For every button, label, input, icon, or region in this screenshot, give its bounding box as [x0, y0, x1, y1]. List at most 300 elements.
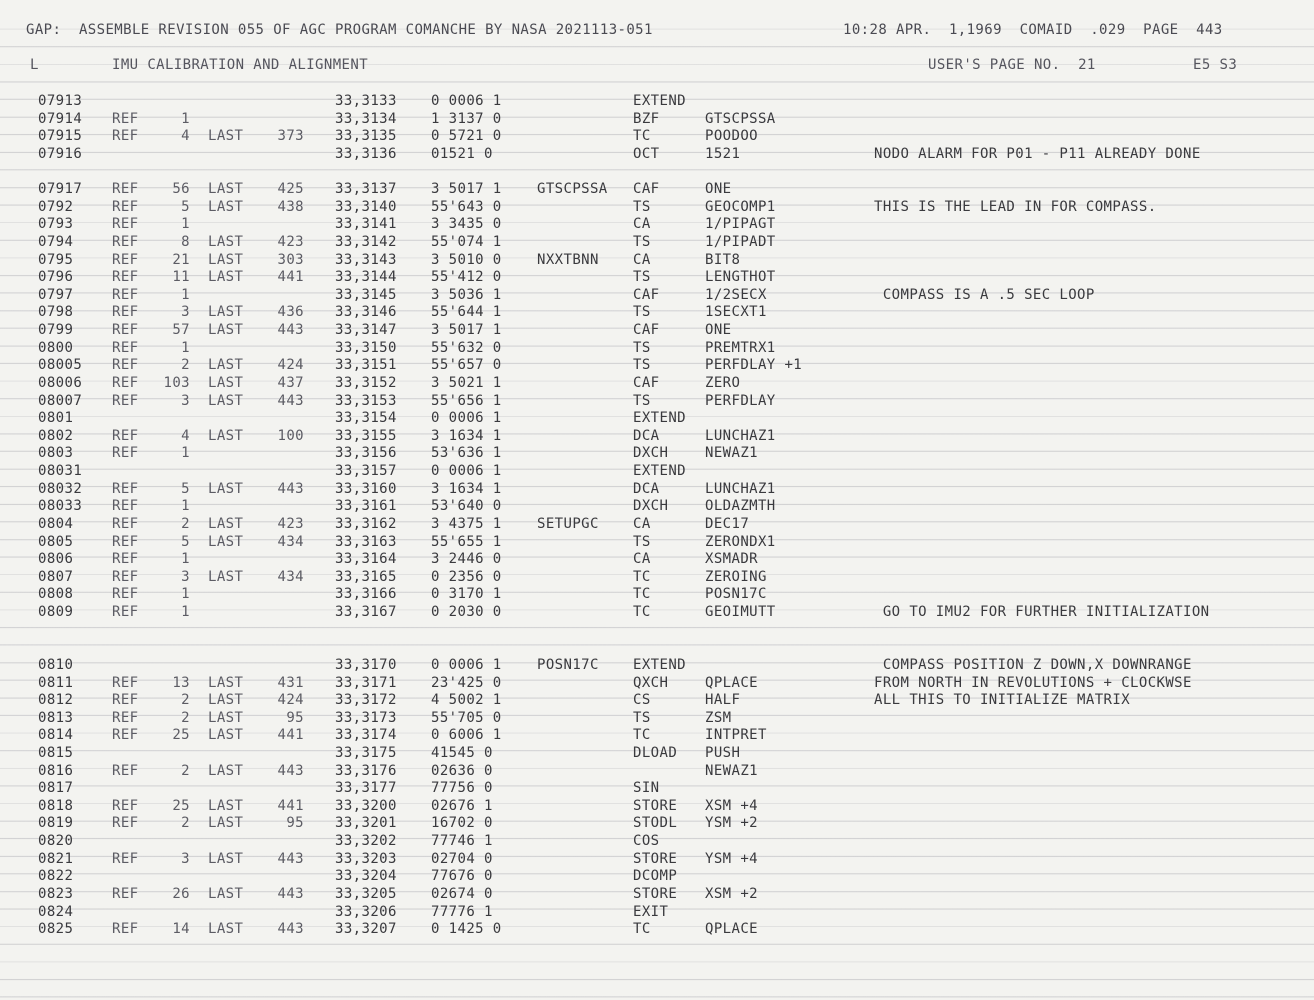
listing-row	[0, 746, 1314, 763]
listing-row	[0, 394, 1314, 411]
cell-lastn: 443	[277, 885, 304, 902]
cell-last: LAST	[208, 885, 244, 902]
cell-arg: LUNCHAZ1	[705, 480, 776, 497]
cell-addr: 33,3135	[335, 128, 397, 145]
cell-word: 0 2356 0	[431, 568, 502, 585]
cell-arg: ZERONDX1	[705, 533, 776, 550]
cell-word: 1 3137 0	[431, 110, 502, 127]
cell-line: 0795	[38, 251, 74, 268]
cell-last: LAST	[208, 692, 244, 709]
cell-op: TS	[633, 392, 651, 409]
cell-addr: 33,3205	[335, 885, 397, 902]
cell-addr: 33,3206	[335, 903, 397, 920]
cell-lastn: 423	[277, 234, 304, 250]
cell-addr: 33,3150	[335, 339, 397, 356]
cell-op: STORE	[633, 850, 678, 867]
cell-arg: PERFDLAY +1	[705, 357, 803, 374]
cell-ref: REF	[112, 269, 139, 286]
cell-last: LAST	[208, 374, 244, 391]
cell-ref: REF	[112, 498, 139, 515]
cell-line: 0809	[38, 604, 74, 620]
listing-row	[0, 147, 1314, 164]
listing-row	[0, 605, 1314, 622]
cell-ref: REF	[112, 374, 139, 391]
cell-ref: REF	[112, 815, 139, 832]
cell-op: DCA	[633, 427, 660, 444]
cell-op: TS	[633, 709, 651, 726]
cell-ref: REF	[112, 727, 139, 744]
cell-ref: REF	[112, 251, 139, 268]
cell-line: 08031	[38, 463, 83, 479]
cell-addr: 33,3161	[335, 498, 397, 515]
cell-addr: 33,3154	[335, 410, 397, 427]
cell-op: EXIT	[633, 903, 669, 920]
listing-row	[0, 305, 1314, 322]
cell-ref: REF	[112, 797, 139, 814]
cell-lastn: 437	[277, 374, 304, 391]
cell-ref: REF	[112, 128, 139, 145]
cell-addr: 33,3156	[335, 445, 397, 462]
cell-lastn: 441	[277, 727, 304, 744]
cell-ref: REF	[112, 357, 139, 374]
cell-op: TC	[633, 727, 651, 744]
listing-row	[0, 499, 1314, 516]
cell-lastn: 443	[277, 480, 304, 497]
cell-op: TS	[633, 234, 651, 250]
cell-arg: INTPRET	[705, 727, 767, 744]
cell-op: DXCH	[633, 445, 669, 462]
cell-word: 55'657 0	[431, 357, 502, 374]
cell-ref: REF	[112, 533, 139, 550]
cell-ref: REF	[112, 921, 139, 938]
cell-ref: REF	[112, 304, 139, 321]
cell-last: LAST	[208, 797, 244, 814]
cell-arg: XSM +2	[705, 885, 758, 902]
cell-op: TC	[633, 586, 651, 603]
cell-refn: 14	[172, 921, 190, 938]
listing-row	[0, 341, 1314, 358]
cell-op: CAF	[633, 374, 660, 391]
cell-op: CA	[633, 251, 651, 268]
cell-addr: 33,3207	[335, 921, 397, 938]
cell-refn: 1	[181, 110, 190, 127]
cell-last: LAST	[208, 251, 244, 268]
cell-addr: 33,3200	[335, 797, 397, 814]
cell-word: 55'705 0	[431, 709, 502, 726]
cell-ref: REF	[112, 762, 139, 779]
cell-arg: GEOCOMP1	[705, 198, 776, 215]
cell-op: CAF	[633, 181, 660, 198]
cell-refn: 13	[172, 674, 190, 691]
cell-refn: 2	[181, 357, 190, 374]
cell-arg: PUSH	[705, 744, 741, 761]
cell-op: EXTEND	[633, 410, 686, 427]
cell-op: EXTEND	[633, 93, 686, 109]
listing-row	[0, 464, 1314, 481]
cell-lastn: 431	[277, 674, 304, 691]
cell-addr: 33,3151	[335, 357, 397, 374]
cell-line: 0820	[38, 833, 74, 849]
cell-addr: 33,3164	[335, 551, 397, 568]
cell-arg: PERFDLAY	[705, 392, 776, 409]
cell-arg: DEC17	[705, 515, 750, 532]
cell-arg: ZERO	[705, 374, 741, 391]
cell-ref: REF	[112, 339, 139, 356]
cell-line: 08005	[38, 357, 83, 374]
listing-row	[0, 834, 1314, 851]
cell-refn: 56	[172, 181, 190, 198]
cell-last: LAST	[208, 322, 244, 339]
cell-word: 3 3435 0	[431, 216, 502, 233]
cell-op: TS	[633, 198, 651, 215]
cell-op: TS	[633, 269, 651, 286]
cell-lastn: 100	[277, 427, 304, 444]
cell-last: LAST	[208, 269, 244, 286]
cell-addr: 33,3134	[335, 110, 397, 127]
cell-line: 0818	[38, 797, 74, 814]
cell-refn: 1	[181, 286, 190, 303]
cell-word: 0 6006 1	[431, 727, 502, 744]
cell-addr: 33,3204	[335, 868, 397, 885]
cell-line: 08032	[38, 480, 83, 497]
cell-line: 0797	[38, 286, 74, 303]
cell-addr: 33,3137	[335, 181, 397, 198]
cell-ref: REF	[112, 234, 139, 250]
cell-op: TC	[633, 568, 651, 585]
cell-word: 0 2030 0	[431, 604, 502, 620]
cell-line: 0822	[38, 868, 74, 885]
cell-word: 0 0006 1	[431, 656, 502, 673]
cell-addr: 33,3165	[335, 568, 397, 585]
cell-word: 0 5721 0	[431, 128, 502, 145]
cell-cmt: ALL THIS TO INITIALIZE MATRIX	[874, 692, 1131, 709]
listing-row	[0, 587, 1314, 604]
cell-op: TS	[633, 304, 651, 321]
cell-refn: 2	[181, 515, 190, 532]
cell-lastn: 443	[277, 392, 304, 409]
cell-ref: REF	[112, 181, 139, 198]
cell-cmt: NODO ALARM FOR P01 - P11 ALREADY DONE	[874, 145, 1201, 162]
cell-arg: NEWAZ1	[705, 445, 758, 462]
cell-last: LAST	[208, 850, 244, 867]
cell-arg: 1/PIPAGT	[705, 216, 776, 233]
cell-lastn: 441	[277, 269, 304, 286]
cell-refn: 1	[181, 498, 190, 515]
cell-word: 53'640 0	[431, 498, 502, 515]
cell-refn: 5	[181, 198, 190, 215]
cell-last: LAST	[208, 568, 244, 585]
cell-arg: GEOIMUTT	[705, 604, 776, 620]
cell-line: 0796	[38, 269, 74, 286]
listing-row	[0, 517, 1314, 534]
cell-addr: 33,3170	[335, 656, 397, 673]
cell-last: LAST	[208, 674, 244, 691]
cell-addr: 33,3144	[335, 269, 397, 286]
cell-refn: 8	[181, 234, 190, 250]
cell-line: 0798	[38, 304, 74, 321]
cell-arg: ZEROING	[705, 568, 767, 585]
listing-row	[0, 482, 1314, 499]
listing-row	[0, 182, 1314, 199]
cell-line: 08007	[38, 392, 83, 409]
cell-line: 0814	[38, 727, 74, 744]
listing-row	[0, 200, 1314, 217]
cell-label: NXXTBNN	[537, 251, 599, 268]
cell-addr: 33,3142	[335, 234, 397, 250]
cell-line: 0793	[38, 216, 74, 233]
cell-word: 0 0006 1	[431, 410, 502, 427]
cell-ref: REF	[112, 322, 139, 339]
cell-addr: 33,3162	[335, 515, 397, 532]
listing-row	[0, 905, 1314, 922]
cell-ref: REF	[112, 480, 139, 497]
cell-word: 4 5002 1	[431, 692, 502, 709]
cell-addr: 33,3155	[335, 427, 397, 444]
cell-refn: 5	[181, 480, 190, 497]
cell-op: TC	[633, 921, 651, 938]
cell-arg: NEWAZ1	[705, 762, 758, 779]
cell-line: 07914	[38, 110, 83, 127]
cell-lastn: 425	[277, 181, 304, 198]
cell-word: 55'643 0	[431, 198, 502, 215]
cell-last: LAST	[208, 234, 244, 250]
cell-op: CAF	[633, 286, 660, 303]
cell-line: 0824	[38, 903, 74, 920]
cell-ref: REF	[112, 427, 139, 444]
listing-row	[0, 129, 1314, 146]
cell-addr: 33,3201	[335, 815, 397, 832]
cell-last: LAST	[208, 427, 244, 444]
cell-addr: 33,3166	[335, 586, 397, 603]
cell-line: 07917	[38, 181, 83, 198]
cell-refn: 25	[172, 727, 190, 744]
cell-line: 0803	[38, 445, 74, 462]
cell-lastn: 438	[277, 198, 304, 215]
cell-lastn: 434	[277, 568, 304, 585]
cell-arg: BIT8	[705, 251, 741, 268]
cell-ref: REF	[112, 709, 139, 726]
cell-addr: 33,3160	[335, 480, 397, 497]
cell-arg: 1/PIPADT	[705, 234, 776, 250]
cell-arg: OLDAZMTH	[705, 498, 776, 515]
cell-line: 0800	[38, 339, 74, 356]
cell-addr: 33,3133	[335, 93, 397, 109]
cell-refn: 2	[181, 692, 190, 709]
cell-line: 0811	[38, 674, 74, 691]
cell-line: 0799	[38, 322, 74, 339]
section-title: IMU CALIBRATION AND ALIGNMENT	[112, 57, 369, 73]
cell-arg: LENGTHOT	[705, 269, 776, 286]
cell-ref: REF	[112, 604, 139, 620]
cell-cmt: COMPASS IS A .5 SEC LOOP	[874, 286, 1095, 303]
cell-word: 55'655 1	[431, 533, 502, 550]
cell-ref: REF	[112, 568, 139, 585]
cell-word: 0 1425 0	[431, 921, 502, 938]
cell-op: STORE	[633, 885, 678, 902]
cell-ref: REF	[112, 392, 139, 409]
cell-word: 55'644 1	[431, 304, 502, 321]
cell-refn: 1	[181, 551, 190, 568]
user-page-number: USER'S PAGE NO. 21	[928, 57, 1096, 73]
cell-op: STORE	[633, 797, 678, 814]
listing-row	[0, 781, 1314, 798]
cell-word: 3 5021 1	[431, 374, 502, 391]
cell-line: 0817	[38, 780, 74, 797]
cell-line: 0813	[38, 709, 74, 726]
cell-lastn: 443	[277, 921, 304, 938]
cell-last: LAST	[208, 392, 244, 409]
cell-word: 0 3170 1	[431, 586, 502, 603]
cell-word: 3 5010 0	[431, 251, 502, 268]
cell-word: 55'412 0	[431, 269, 502, 286]
cell-op: STODL	[633, 815, 678, 832]
cell-lastn: 303	[277, 251, 304, 268]
cell-word: 3 4375 1	[431, 515, 502, 532]
cell-last: LAST	[208, 762, 244, 779]
cell-addr: 33,3167	[335, 604, 397, 620]
cell-word: 77776 1	[431, 903, 493, 920]
listing-row	[0, 112, 1314, 129]
cell-op: TS	[633, 357, 651, 374]
cell-last: LAST	[208, 181, 244, 198]
cell-refn: 57	[172, 322, 190, 339]
cell-addr: 33,3140	[335, 198, 397, 215]
cell-arg: YSM +2	[705, 815, 758, 832]
cell-last: LAST	[208, 815, 244, 832]
cell-lastn: 443	[277, 322, 304, 339]
cell-cmt: COMPASS POSITION Z DOWN,X DOWNRANGE	[874, 656, 1192, 673]
cell-last: LAST	[208, 198, 244, 215]
cell-refn: 3	[181, 392, 190, 409]
cell-op: DCOMP	[633, 868, 678, 885]
listing-row	[0, 623, 1314, 640]
cell-arg: PREMTRX1	[705, 339, 776, 356]
listing-row	[0, 235, 1314, 252]
cell-line: 07913	[38, 93, 83, 109]
section-code: E5 S3	[1193, 57, 1238, 73]
cell-addr: 33,3157	[335, 463, 397, 479]
cell-word: 02704 0	[431, 850, 493, 867]
cell-addr: 33,3174	[335, 727, 397, 744]
listing-header-right: 10:28 APR. 1,1969 COMAID .029 PAGE 443	[843, 22, 1223, 38]
cell-line: 07915	[38, 128, 83, 145]
cell-addr: 33,3141	[335, 216, 397, 233]
cell-line: 0823	[38, 885, 74, 902]
cell-word: 77746 1	[431, 833, 493, 849]
cell-addr: 33,3202	[335, 833, 397, 849]
cell-op: DXCH	[633, 498, 669, 515]
cell-addr: 33,3173	[335, 709, 397, 726]
cell-word: 3 1634 1	[431, 427, 502, 444]
cell-ref: REF	[112, 551, 139, 568]
section-marker: L	[30, 57, 39, 73]
cell-op: EXTEND	[633, 463, 686, 479]
cell-refn: 4	[181, 427, 190, 444]
cell-arg: POODOO	[705, 128, 758, 145]
cell-addr: 33,3153	[335, 392, 397, 409]
cell-last: LAST	[208, 480, 244, 497]
cell-lastn: 441	[277, 797, 304, 814]
cell-ref: REF	[112, 692, 139, 709]
cell-refn: 4	[181, 128, 190, 145]
listing-row	[0, 570, 1314, 587]
cell-word: 01521 0	[431, 145, 493, 162]
listing-row	[0, 429, 1314, 446]
listing-row	[0, 728, 1314, 745]
listing-row	[0, 535, 1314, 552]
cell-refn: 3	[181, 568, 190, 585]
cell-op: CS	[633, 692, 651, 709]
listing-row	[0, 165, 1314, 182]
cell-cmt: FROM NORTH IN REVOLUTIONS + CLOCKWSE	[874, 674, 1192, 691]
cell-line: 0819	[38, 815, 74, 832]
cell-lastn: 443	[277, 850, 304, 867]
cell-addr: 33,3172	[335, 692, 397, 709]
listing-row	[0, 922, 1314, 939]
cell-addr: 33,3146	[335, 304, 397, 321]
cell-arg: 1SECXT1	[705, 304, 767, 321]
cell-arg: ONE	[705, 181, 732, 198]
listing-row	[0, 799, 1314, 816]
cell-line: 0821	[38, 850, 74, 867]
cell-addr: 33,3171	[335, 674, 397, 691]
cell-word: 3 5017 1	[431, 181, 502, 198]
cell-last: LAST	[208, 357, 244, 374]
cell-ref: REF	[112, 674, 139, 691]
cell-op: DLOAD	[633, 744, 678, 761]
cell-word: 55'656 1	[431, 392, 502, 409]
cell-label: POSN17C	[537, 656, 599, 673]
listing-row	[0, 253, 1314, 270]
listing-row	[0, 816, 1314, 833]
cell-arg: 1/2SECX	[705, 286, 767, 303]
cell-refn: 3	[181, 304, 190, 321]
cell-arg: LUNCHAZ1	[705, 427, 776, 444]
cell-lastn: 423	[277, 515, 304, 532]
cell-word: 55'632 0	[431, 339, 502, 356]
cell-refn: 21	[172, 251, 190, 268]
listing-row	[0, 676, 1314, 693]
cell-word: 02676 1	[431, 797, 493, 814]
cell-refn: 1	[181, 339, 190, 356]
cell-line: 0816	[38, 762, 74, 779]
cell-arg: ZSM	[705, 709, 732, 726]
listing-row	[0, 323, 1314, 340]
cell-lastn: 424	[277, 357, 304, 374]
cell-line: 0808	[38, 586, 74, 603]
cell-refn: 11	[172, 269, 190, 286]
cell-word: 3 2446 0	[431, 551, 502, 568]
cell-refn: 3	[181, 850, 190, 867]
cell-op: COS	[633, 833, 660, 849]
cell-ref: REF	[112, 198, 139, 215]
cell-addr: 33,3145	[335, 286, 397, 303]
cell-refn: 1	[181, 445, 190, 462]
cell-ref: REF	[112, 110, 139, 127]
cell-line: 0825	[38, 921, 74, 938]
cell-word: 3 1634 1	[431, 480, 502, 497]
cell-op: TS	[633, 533, 651, 550]
cell-ref: REF	[112, 515, 139, 532]
cell-op: EXTEND	[633, 656, 686, 673]
cell-line: 07916	[38, 145, 83, 162]
listing-row	[0, 270, 1314, 287]
cell-lastn: 95	[286, 815, 304, 832]
listing-row	[0, 217, 1314, 234]
cell-op: DCA	[633, 480, 660, 497]
cell-arg: YSM +4	[705, 850, 758, 867]
cell-line: 0807	[38, 568, 74, 585]
